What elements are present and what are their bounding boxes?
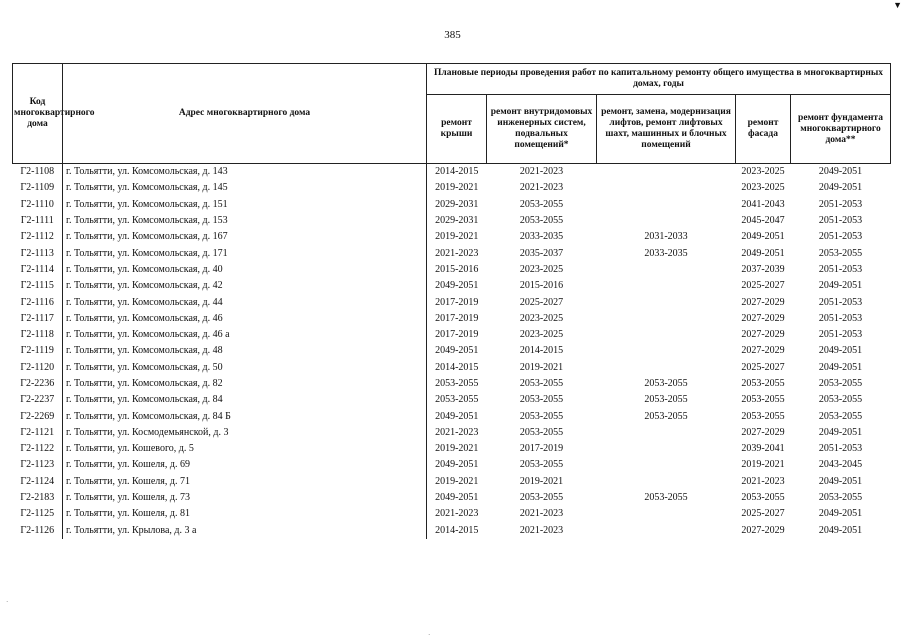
cell-systems: 2014-2015 bbox=[519, 345, 564, 357]
cell-facade: 2037-2039 bbox=[741, 263, 785, 275]
cell-systems: 2053-2055 bbox=[519, 459, 564, 471]
cell-code: Г2-1114 bbox=[13, 262, 63, 278]
cell-facade: 2027-2029 bbox=[741, 329, 785, 341]
scan-artifact: · bbox=[6, 598, 9, 606]
cell-code: Г2-1119 bbox=[13, 343, 63, 359]
cell-code: Г2-1125 bbox=[13, 506, 63, 522]
cell-roof: 2021-2023 bbox=[435, 426, 479, 438]
cell-address: г. Тольятти, ул. Комсомольская, д. 50 bbox=[63, 360, 427, 376]
cell-code: Г2-1112 bbox=[13, 229, 63, 245]
cell-roof: 2053-2055 bbox=[435, 378, 479, 389]
cell-facade: 2049-2051 bbox=[741, 247, 785, 259]
page-number: 385 bbox=[444, 29, 461, 41]
cell-facade: 2025-2027 bbox=[741, 280, 785, 292]
table-row bbox=[13, 457, 891, 473]
cell-facade: 2027-2029 bbox=[741, 524, 785, 536]
cell-facade: 2025-2027 bbox=[741, 361, 785, 373]
cell-code: Г2-2269 bbox=[13, 408, 63, 424]
cell-roof: 2021-2023 bbox=[435, 508, 479, 520]
table-row bbox=[13, 245, 891, 261]
cell-roof: 2014-2015 bbox=[435, 361, 479, 373]
cell-facade: 2053-2055 bbox=[741, 378, 785, 389]
cell-systems: 2035-2037 bbox=[519, 247, 564, 259]
header-roof: ремонт крыши bbox=[427, 95, 487, 164]
cell-address: г. Тольятти, ул. Комсомольская, д. 171 bbox=[63, 245, 427, 261]
cell-facade: 2023-2025 bbox=[741, 182, 785, 194]
cell-roof: 2053-2055 bbox=[435, 394, 479, 406]
cell-elevators bbox=[597, 441, 736, 457]
cell-elevators: 2053-2055 bbox=[644, 378, 688, 389]
cell-elevators: 2053-2055 bbox=[644, 410, 688, 422]
cell-address: г. Тольятти, ул. Кошеля, д. 69 bbox=[63, 457, 427, 473]
cell-foundation: 2049-2051 bbox=[818, 361, 863, 373]
cell-foundation: 2049-2051 bbox=[818, 426, 863, 438]
cell-roof: 2029-2031 bbox=[435, 198, 479, 210]
cell-systems: 2053-2055 bbox=[519, 378, 564, 389]
cell-elevators: 2053-2055 bbox=[644, 492, 688, 504]
cell-elevators bbox=[597, 262, 736, 278]
cell-code: Г2-1126 bbox=[13, 523, 63, 539]
cell-foundation: 2049-2051 bbox=[818, 475, 863, 487]
table-row bbox=[13, 360, 891, 376]
cell-address: г. Тольятти, ул. Комсомольская, д. 44 bbox=[63, 294, 427, 310]
cell-address: г. Тольятти, ул. Комсомольская, д. 145 bbox=[63, 180, 427, 196]
cell-foundation: 2051-2053 bbox=[818, 443, 863, 455]
cell-facade: 2053-2055 bbox=[741, 394, 785, 406]
cell-roof: 2049-2051 bbox=[435, 280, 479, 292]
cell-elevators bbox=[597, 294, 736, 310]
cell-address: г. Тольятти, ул. Кошевого, д. 5 bbox=[63, 441, 427, 457]
cell-address: г. Тольятти, ул. Комсомольская, д. 84 bbox=[63, 392, 427, 408]
cell-systems: 2053-2055 bbox=[519, 426, 564, 438]
cell-address: г. Тольятти, ул. Комсомольская, д. 84 Б bbox=[63, 408, 427, 424]
cell-systems: 2015-2016 bbox=[519, 280, 564, 292]
cell-code: Г2-2236 bbox=[13, 376, 63, 392]
header-address: Адрес многоквартирного дома bbox=[63, 64, 427, 164]
cell-foundation: 2051-2053 bbox=[818, 312, 863, 324]
cell-elevators bbox=[597, 197, 736, 213]
capital-repair-schedule-table bbox=[12, 63, 891, 539]
cell-roof: 2049-2051 bbox=[435, 410, 479, 422]
cell-facade: 2049-2051 bbox=[741, 231, 785, 243]
cell-code: Г2-1111 bbox=[13, 213, 63, 229]
table-row bbox=[13, 490, 891, 506]
table-row bbox=[13, 392, 891, 408]
cell-foundation: 2049-2051 bbox=[818, 345, 863, 357]
table-row bbox=[13, 441, 891, 457]
cell-roof: 2021-2023 bbox=[435, 247, 479, 259]
table-row bbox=[13, 523, 891, 539]
cell-systems: 2019-2021 bbox=[519, 475, 564, 487]
cell-foundation: 2053-2055 bbox=[818, 247, 863, 259]
cell-elevators bbox=[597, 180, 736, 196]
table-row bbox=[13, 229, 891, 245]
cell-elevators bbox=[597, 278, 736, 294]
header-periods-group: Плановые периоды проведения работ по капитальному ремонту общего имущества в многоквартирных домах, годы bbox=[427, 64, 891, 95]
cell-foundation: 2049-2051 bbox=[818, 166, 863, 178]
cell-roof: 2019-2021 bbox=[435, 443, 479, 455]
cell-code: Г2-2183 bbox=[13, 490, 63, 506]
cell-systems: 2033-2035 bbox=[519, 231, 564, 243]
cell-address: г. Тольятти, ул. Комсомольская, д. 48 bbox=[63, 343, 427, 359]
table-row bbox=[13, 180, 891, 196]
cell-address: г. Тольятти, ул. Комсомольская, д. 46 а bbox=[63, 327, 427, 343]
header-code: Код многоквартирного дома bbox=[13, 64, 63, 164]
cell-foundation: 2049-2051 bbox=[818, 508, 863, 520]
cell-facade: 2027-2029 bbox=[741, 312, 785, 324]
cell-address: г. Тольятти, ул. Комсомольская, д. 46 bbox=[63, 311, 427, 327]
cell-code: Г2-1115 bbox=[13, 278, 63, 294]
cell-address: г. Тольятти, ул. Комсомольская, д. 82 bbox=[63, 376, 427, 392]
cell-elevators: 2033-2035 bbox=[644, 247, 688, 259]
table-row bbox=[13, 278, 891, 294]
cell-roof: 2015-2016 bbox=[435, 263, 479, 275]
cell-address: г. Тольятти, ул. Космодемьянской, д. 3 bbox=[63, 425, 427, 441]
cell-facade: 2053-2055 bbox=[741, 410, 785, 422]
table-row bbox=[13, 262, 891, 278]
cell-code: Г2-2237 bbox=[13, 392, 63, 408]
cell-roof: 2049-2051 bbox=[435, 459, 479, 471]
cell-elevators: 2031-2033 bbox=[644, 231, 688, 243]
table-row bbox=[13, 408, 891, 424]
cell-code: Г2-1113 bbox=[13, 245, 63, 261]
cell-systems: 2017-2019 bbox=[519, 443, 564, 455]
cell-code: Г2-1109 bbox=[13, 180, 63, 196]
table-row bbox=[13, 343, 891, 359]
table-row bbox=[13, 425, 891, 441]
cell-code: Г2-1124 bbox=[13, 474, 63, 490]
cell-systems: 2023-2025 bbox=[519, 263, 564, 275]
cell-systems: 2053-2055 bbox=[519, 198, 564, 210]
cell-facade: 2019-2021 bbox=[741, 459, 785, 471]
cell-address: г. Тольятти, ул. Комсомольская, д. 40 bbox=[63, 262, 427, 278]
cell-foundation: 2049-2051 bbox=[818, 524, 863, 536]
cell-code: Г2-1117 bbox=[13, 311, 63, 327]
table-row bbox=[13, 213, 891, 229]
cell-elevators bbox=[597, 311, 736, 327]
cell-elevators bbox=[597, 343, 736, 359]
cell-facade: 2027-2029 bbox=[741, 345, 785, 357]
cell-address: г. Тольятти, ул. Комсомольская, д. 42 bbox=[63, 278, 427, 294]
cell-roof: 2019-2021 bbox=[435, 475, 479, 487]
cell-roof: 2019-2021 bbox=[435, 182, 479, 194]
cell-systems: 2053-2055 bbox=[519, 410, 564, 422]
cell-address: г. Тольятти, ул. Комсомольская, д. 143 bbox=[63, 164, 427, 181]
cell-roof: 2014-2015 bbox=[435, 166, 479, 178]
cell-foundation: 2051-2053 bbox=[818, 215, 863, 227]
cell-roof: 2017-2019 bbox=[435, 312, 479, 324]
cell-elevators bbox=[597, 425, 736, 441]
cell-facade: 2023-2025 bbox=[741, 166, 785, 178]
cell-facade: 2039-2041 bbox=[741, 443, 785, 455]
cell-foundation: 2053-2055 bbox=[818, 410, 863, 422]
cell-foundation: 2043-2045 bbox=[818, 459, 863, 471]
cell-roof: 2017-2019 bbox=[435, 296, 479, 308]
table-row bbox=[13, 294, 891, 310]
cell-code: Г2-1122 bbox=[13, 441, 63, 457]
cell-elevators bbox=[597, 506, 736, 522]
cell-systems: 2025-2027 bbox=[519, 296, 564, 308]
table-row bbox=[13, 474, 891, 490]
table-row bbox=[13, 376, 891, 392]
cell-systems: 2021-2023 bbox=[519, 508, 564, 520]
header-elevators: ремонт, замена, модернизация лифтов, ремонт лифтовых шахт, машинных и блочных помещений bbox=[597, 95, 736, 164]
cell-elevators bbox=[597, 523, 736, 539]
cell-elevators bbox=[597, 327, 736, 343]
cell-foundation: 2051-2053 bbox=[818, 198, 863, 210]
cell-code: Г2-1121 bbox=[13, 425, 63, 441]
cell-systems: 2019-2021 bbox=[519, 361, 564, 373]
cell-code: Г2-1116 bbox=[13, 294, 63, 310]
cell-facade: 2041-2043 bbox=[741, 198, 785, 210]
cell-foundation: 2051-2053 bbox=[818, 296, 863, 308]
cell-facade: 2021-2023 bbox=[741, 475, 785, 487]
cell-elevators bbox=[597, 213, 736, 229]
cell-address: г. Тольятти, ул. Крылова, д. 3 а bbox=[63, 523, 427, 539]
cell-address: г. Тольятти, ул. Кошеля, д. 81 bbox=[63, 506, 427, 522]
cell-roof: 2029-2031 bbox=[435, 215, 479, 227]
cell-address: г. Тольятти, ул. Комсомольская, д. 151 bbox=[63, 197, 427, 213]
cell-foundation: 2051-2053 bbox=[818, 231, 863, 243]
cell-code: Г2-1120 bbox=[13, 360, 63, 376]
table-row bbox=[13, 311, 891, 327]
header-foundation: ремонт фундамента многоквартирного дома** bbox=[791, 95, 891, 164]
table-row bbox=[13, 164, 891, 181]
cell-foundation: 2053-2055 bbox=[818, 378, 863, 389]
scan-artifact: · bbox=[428, 631, 431, 639]
table-row bbox=[13, 327, 891, 343]
corner-mark: ▼ bbox=[893, 0, 902, 10]
cell-code: Г2-1108 bbox=[13, 164, 63, 181]
cell-address: г. Тольятти, ул. Кошеля, д. 73 bbox=[63, 490, 427, 506]
cell-code: Г2-1110 bbox=[13, 197, 63, 213]
cell-code: Г2-1118 bbox=[13, 327, 63, 343]
cell-facade: 2027-2029 bbox=[741, 296, 785, 308]
cell-systems: 2053-2055 bbox=[519, 492, 564, 504]
cell-foundation: 2051-2053 bbox=[818, 329, 863, 341]
cell-systems: 2021-2023 bbox=[519, 524, 564, 536]
cell-elevators bbox=[597, 474, 736, 490]
header-facade: ремонт фасада bbox=[736, 95, 791, 164]
cell-foundation: 2051-2053 bbox=[818, 263, 863, 275]
cell-facade: 2025-2027 bbox=[741, 508, 785, 520]
header-systems: ремонт внутридомовых инженерных систем, подвальных помещений* bbox=[487, 95, 597, 164]
cell-roof: 2049-2051 bbox=[435, 345, 479, 357]
cell-elevators: 2053-2055 bbox=[644, 394, 688, 406]
cell-systems: 2023-2025 bbox=[519, 312, 564, 324]
cell-elevators bbox=[597, 164, 736, 181]
cell-systems: 2023-2025 bbox=[519, 329, 564, 341]
cell-foundation: 2049-2051 bbox=[818, 280, 863, 292]
cell-address: г. Тольятти, ул. Комсомольская, д. 167 bbox=[63, 229, 427, 245]
cell-roof: 2014-2015 bbox=[435, 524, 479, 536]
cell-foundation: 2053-2055 bbox=[818, 394, 863, 406]
cell-systems: 2053-2055 bbox=[519, 394, 564, 406]
cell-code: Г2-1123 bbox=[13, 457, 63, 473]
cell-facade: 2027-2029 bbox=[741, 426, 785, 438]
table-row bbox=[13, 506, 891, 522]
cell-elevators bbox=[597, 360, 736, 376]
cell-roof: 2049-2051 bbox=[435, 492, 479, 504]
cell-foundation: 2049-2051 bbox=[818, 182, 863, 194]
cell-roof: 2017-2019 bbox=[435, 329, 479, 341]
cell-facade: 2053-2055 bbox=[741, 492, 785, 504]
cell-roof: 2019-2021 bbox=[435, 231, 479, 243]
cell-systems: 2021-2023 bbox=[519, 182, 564, 194]
cell-systems: 2021-2023 bbox=[519, 166, 564, 178]
cell-elevators bbox=[597, 457, 736, 473]
table-body bbox=[13, 164, 891, 539]
cell-facade: 2045-2047 bbox=[741, 215, 785, 227]
cell-address: г. Тольятти, ул. Комсомольская, д. 153 bbox=[63, 213, 427, 229]
table-row bbox=[13, 197, 891, 213]
cell-address: г. Тольятти, ул. Кошеля, д. 71 bbox=[63, 474, 427, 490]
cell-foundation: 2053-2055 bbox=[818, 492, 863, 504]
cell-systems: 2053-2055 bbox=[519, 215, 564, 227]
